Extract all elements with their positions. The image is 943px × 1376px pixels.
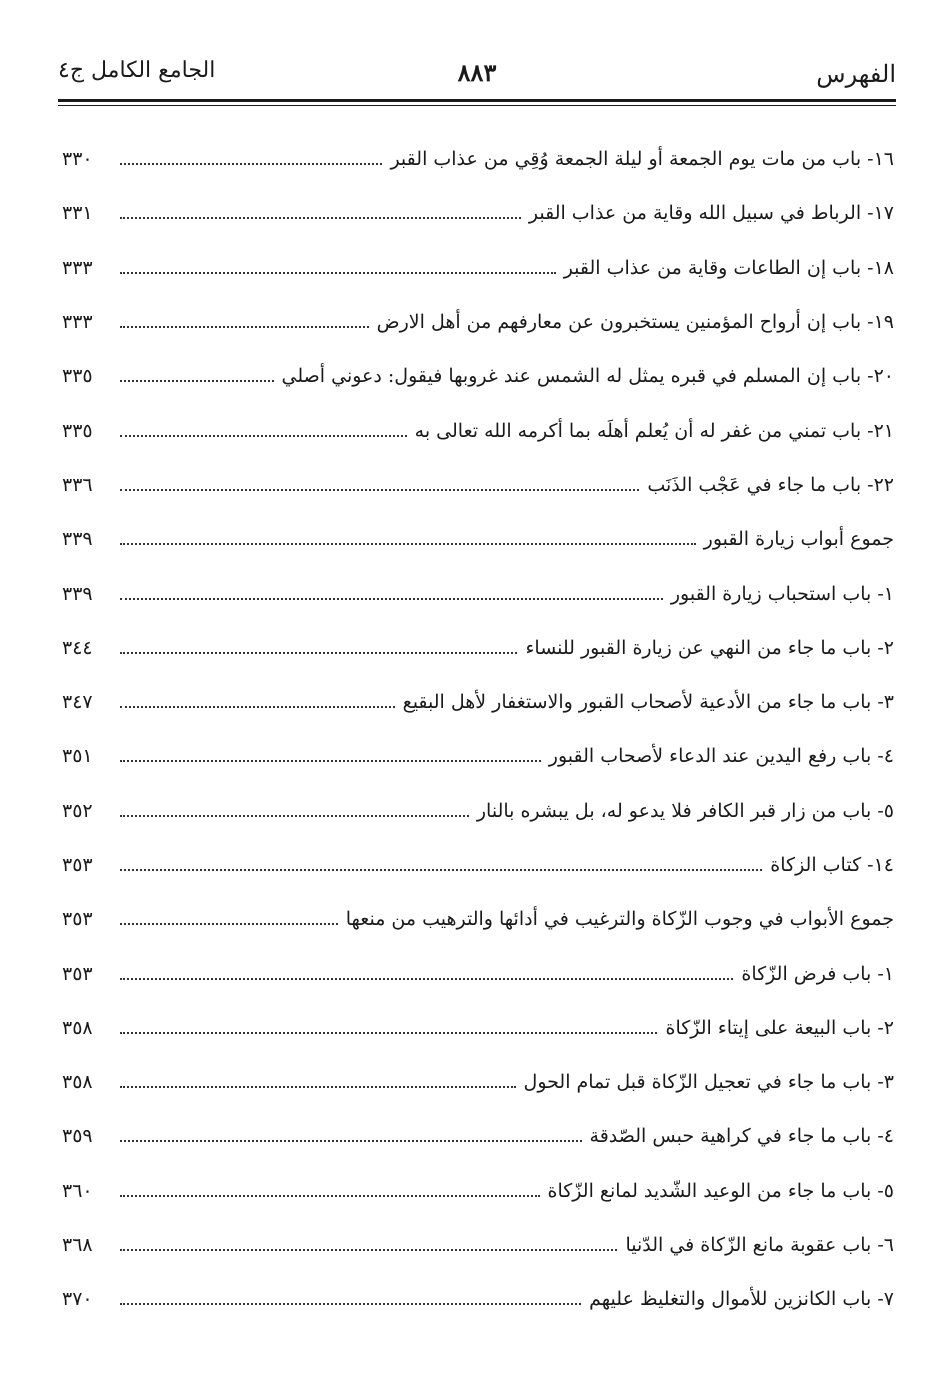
toc-entry-page: ٣٦٨ [62, 1234, 93, 1257]
dot-leader [120, 1140, 582, 1142]
toc-entry-title: ٣- باب ما جاء من الأدعية لأصحاب القبور والاستغفار لأهل البقيع [402, 691, 894, 714]
dot-leader [120, 923, 338, 925]
toc-entry [62, 838, 894, 892]
dot-leader [120, 706, 395, 708]
dot-leader [120, 217, 521, 219]
toc-entry [62, 1272, 894, 1326]
dot-leader [120, 815, 469, 817]
toc-entry-page: ٣٣٥ [62, 419, 93, 442]
toc-entry-title: ١- باب استحباب زيارة القبور [670, 582, 894, 605]
dot-leader [120, 598, 663, 600]
toc-entry [62, 675, 894, 729]
toc-entry-title: ١٦- باب من مات يوم الجمعة أو ليلة الجمعة وُقِي من عذاب القبر [390, 148, 894, 171]
toc-entry-title: ١٤- كتاب الزكاة [770, 854, 894, 876]
toc-entry-title: ٦- باب عقوبة مانع الزّكاة في الدّنيا [625, 1234, 894, 1257]
toc-entry-title: ٥- باب ما جاء من الوعيد الشّديد لمانع الزّكاة [547, 1179, 894, 1202]
dot-leader [120, 760, 541, 762]
toc-entry-title: ٢١- باب تمني من غفر له أن يُعلم أهلَه بما أكرمه الله تعالى به [414, 419, 894, 442]
toc-entry-page: ٣٥٨ [62, 1071, 93, 1094]
dot-leader [120, 978, 733, 980]
page-header [58, 58, 896, 98]
toc-entry-title: جموع أبواب زيارة القبور [703, 528, 894, 551]
dot-leader [120, 543, 696, 545]
toc-entry-title: ٣- باب ما جاء في تعجيل الزّكاة قبل تمام الحول [523, 1071, 894, 1094]
toc-entry [62, 946, 894, 1000]
toc-entry [62, 132, 894, 186]
dot-leader [120, 326, 369, 328]
dot-leader [120, 163, 382, 165]
toc-entry [62, 241, 894, 295]
toc-entry-title: ٢٢- باب ما جاء في عَجْب الذَنَب [647, 473, 894, 496]
toc-entry [62, 295, 894, 349]
toc-entry-page: ٣٣٩ [62, 528, 93, 551]
dot-leader [120, 869, 762, 871]
dot-leader [120, 1195, 540, 1197]
toc-entry-title: ١- باب فرض الزّكاة [741, 962, 894, 985]
toc-entry-title: ٧- باب الكانزين للأموال والتغليظ عليهم [589, 1288, 894, 1311]
toc-entry-page: ٣٣٣ [62, 311, 93, 334]
toc-entry-title: ٢- باب ما جاء من النهي عن زيارة القبور للنساء [525, 636, 894, 659]
toc-entry [62, 1164, 894, 1218]
toc-entry-page: ٣٥١ [62, 745, 93, 768]
toc-entry-page: ٣٣٠ [62, 148, 93, 171]
toc-entry-page: ٣٦٠ [62, 1179, 93, 1202]
toc-entry-title: ٥- باب من زار قبر الكافر فلا يدعو له، بل يبشره بالنار [476, 799, 894, 822]
toc-entry-page: ٣٥٣ [62, 854, 93, 876]
toc-entry-page: ٣٣٥ [62, 365, 93, 388]
toc-entry [62, 1109, 894, 1163]
dot-leader [120, 1032, 657, 1034]
toc-entry-page: ٣٣٩ [62, 582, 93, 605]
toc-entry [62, 784, 894, 838]
toc-entry-title: ٢٠- باب إن المسلم في قبره يمثل له الشمس عند غروبها فيقول: دعوني أصلي [281, 365, 894, 388]
toc-entry-title: ١٧- الرباط في سبيل الله وقاية من عذاب القبر [528, 202, 894, 225]
header-rule-thick [58, 99, 896, 102]
toc-entry-page: ٣٥٩ [62, 1125, 93, 1148]
toc-entry-page: ٣٧٠ [62, 1288, 93, 1311]
toc-entry [62, 1055, 894, 1109]
dot-leader [120, 1303, 581, 1305]
toc-entry [62, 892, 894, 946]
header-page-number: ٨٨٣ [457, 58, 497, 87]
header-section-title: الفهرس [816, 60, 896, 88]
toc-entry [62, 403, 894, 457]
toc-entry-page: ٣٤٤ [62, 636, 93, 659]
dot-leader [120, 1249, 617, 1251]
toc-entry [62, 186, 894, 240]
toc-entry [62, 1218, 894, 1272]
table-of-contents [62, 132, 894, 1327]
header-rule-thin [58, 105, 896, 106]
toc-entry-page: ٣٣٣ [62, 256, 93, 279]
toc-entry [62, 729, 894, 783]
toc-entry-page: ٣٥٨ [62, 1016, 93, 1039]
toc-entry-title: ١٨- باب إن الطاعات وقاية من عذاب القبر [563, 256, 894, 279]
dot-leader [120, 489, 639, 491]
toc-entry-title: ٤- باب ما جاء في كراهية حبس الصّدقة [589, 1125, 894, 1148]
toc-entry-page: ٣٤٧ [62, 691, 93, 714]
toc-entry-page: ٣٥٣ [62, 908, 93, 931]
toc-entry-title: جموع الأبواب في وجوب الزّكاة والترغيب في أدائها والترهيب من منعها [345, 908, 894, 931]
toc-entry [62, 458, 894, 512]
dot-leader [120, 272, 556, 274]
toc-entry-page: ٣٥٣ [62, 962, 93, 985]
dot-leader [120, 435, 407, 437]
toc-entry-title: ٢- باب البيعة على إيتاء الزّكاة [665, 1016, 894, 1039]
toc-entry [62, 1001, 894, 1055]
toc-entry-title: ٤- باب رفع اليدين عند الدعاء لأصحاب القبور [548, 745, 894, 768]
header-book-title: الجامع الكامل ج٤ [58, 58, 216, 83]
toc-entry [62, 621, 894, 675]
toc-entry [62, 512, 894, 566]
toc-entry-page: ٣٣١ [62, 202, 93, 225]
dot-leader [120, 380, 274, 382]
toc-entry-title: ١٩- باب إن أرواح المؤمنين يستخبرون عن معارفهم من أهل الارض [376, 311, 894, 334]
toc-entry-page: ٣٥٢ [62, 799, 93, 822]
toc-entry-page: ٣٣٦ [62, 473, 93, 496]
toc-entry [62, 349, 894, 403]
toc-entry [62, 566, 894, 620]
dot-leader [120, 652, 517, 654]
dot-leader [120, 1086, 516, 1088]
